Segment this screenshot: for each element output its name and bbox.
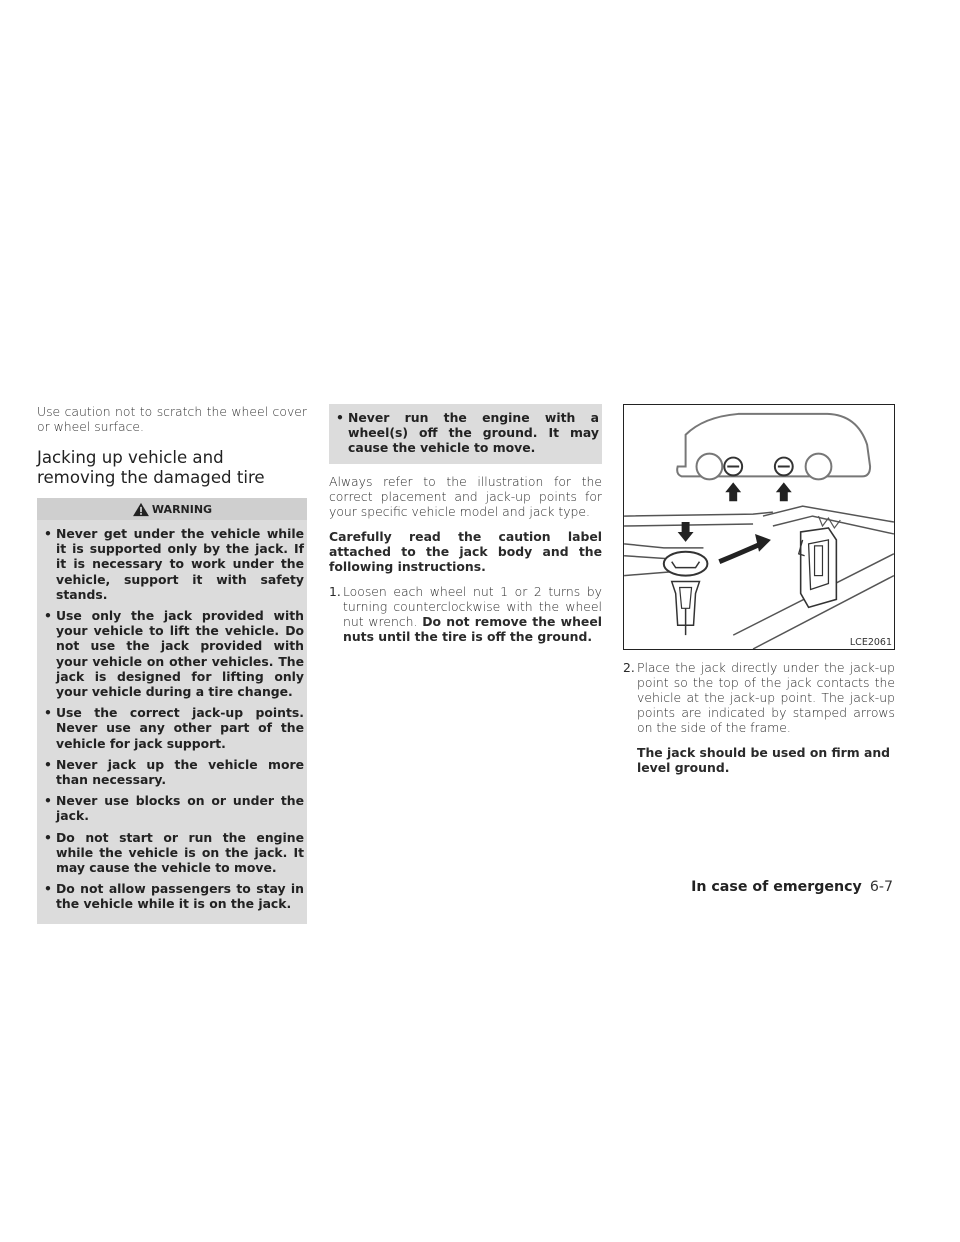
step-2: [623, 660, 895, 735]
warning-list-continued: [329, 408, 602, 456]
jack-up-illustration: [623, 404, 895, 650]
warning-item: • Do not start or run the engine while the vehicle is on the jack. It may cause the vehicle to move.: [41, 830, 304, 876]
warning-item: • Use the correct jack-up points. Never use any other part of the vehicle for jack support.: [41, 705, 304, 751]
warning-item: • Do not allow passengers to stay in the vehicle while it is on the jack.: [41, 881, 304, 911]
warning-item: • Use only the jack provided with your vehicle to lift the vehicle. Do not use the jack provided with your vehicle on other vehicles. The jack is designed for lifting only your vehicle during a tire change.: [41, 608, 304, 699]
intro-text: Use caution not to scratch the wheel cover or wheel surface.: [37, 404, 307, 434]
warning-box-continued: [329, 404, 602, 464]
warning-item: • Never jack up the vehicle more than necessary.: [41, 757, 304, 787]
warning-list: [37, 520, 307, 912]
step-text: Place the jack directly under the jack-up point so the top of the jack contacts the vehicle at the jack-up point. The jack-up points are indicated by stamped arrows on the side of the frame.: [637, 660, 895, 735]
footer-section-title: In case of emergency: [691, 879, 862, 895]
caution-label-text: Carefully read the caution label attached to the jack body and the following instructions.: [329, 528, 602, 574]
column-middle: [329, 404, 602, 644]
step-number: 1.: [329, 583, 341, 599]
step-text: Loosen each wheel nut 1 or 2 turns by turning counterclockwise with the wheel nut wrench.: [343, 583, 602, 629]
warning-heading: WARNING: [151, 502, 213, 516]
section-title: Jacking up vehicle and removing the damaged tire: [37, 448, 265, 487]
step-number: 2.: [623, 660, 635, 675]
column-left: [37, 404, 307, 924]
page-number: 6-7: [869, 879, 893, 895]
step-bold-text: Do not remove the wheel nuts until the tire is off the ground.: [343, 613, 602, 644]
warning-item: • Never run the engine with a wheel(s) off the ground. It may cause the vehicle to move.: [333, 410, 599, 456]
warning-triangle-icon: [132, 502, 150, 517]
warning-box: [37, 498, 307, 924]
warning-item: • Never get under the vehicle while it is supported only by the jack. If it is necessary to work under the vehicle, support it with safety stands.: [41, 526, 304, 602]
warning-item: • Never use blocks on or under the jack.: [41, 793, 304, 823]
step-2-bold-text: The jack should be used on firm and level ground.: [637, 745, 891, 775]
jack-up-diagram: [624, 405, 894, 649]
page-footer: [691, 879, 893, 895]
warning-header: [37, 498, 307, 520]
figure-code: LCE2061: [849, 637, 892, 648]
step-1: [329, 584, 602, 644]
refer-text: Always refer to the illustration for the correct placement and jack-up points for your specific vehicle model and jack type.: [329, 473, 602, 519]
column-right: [623, 404, 895, 775]
